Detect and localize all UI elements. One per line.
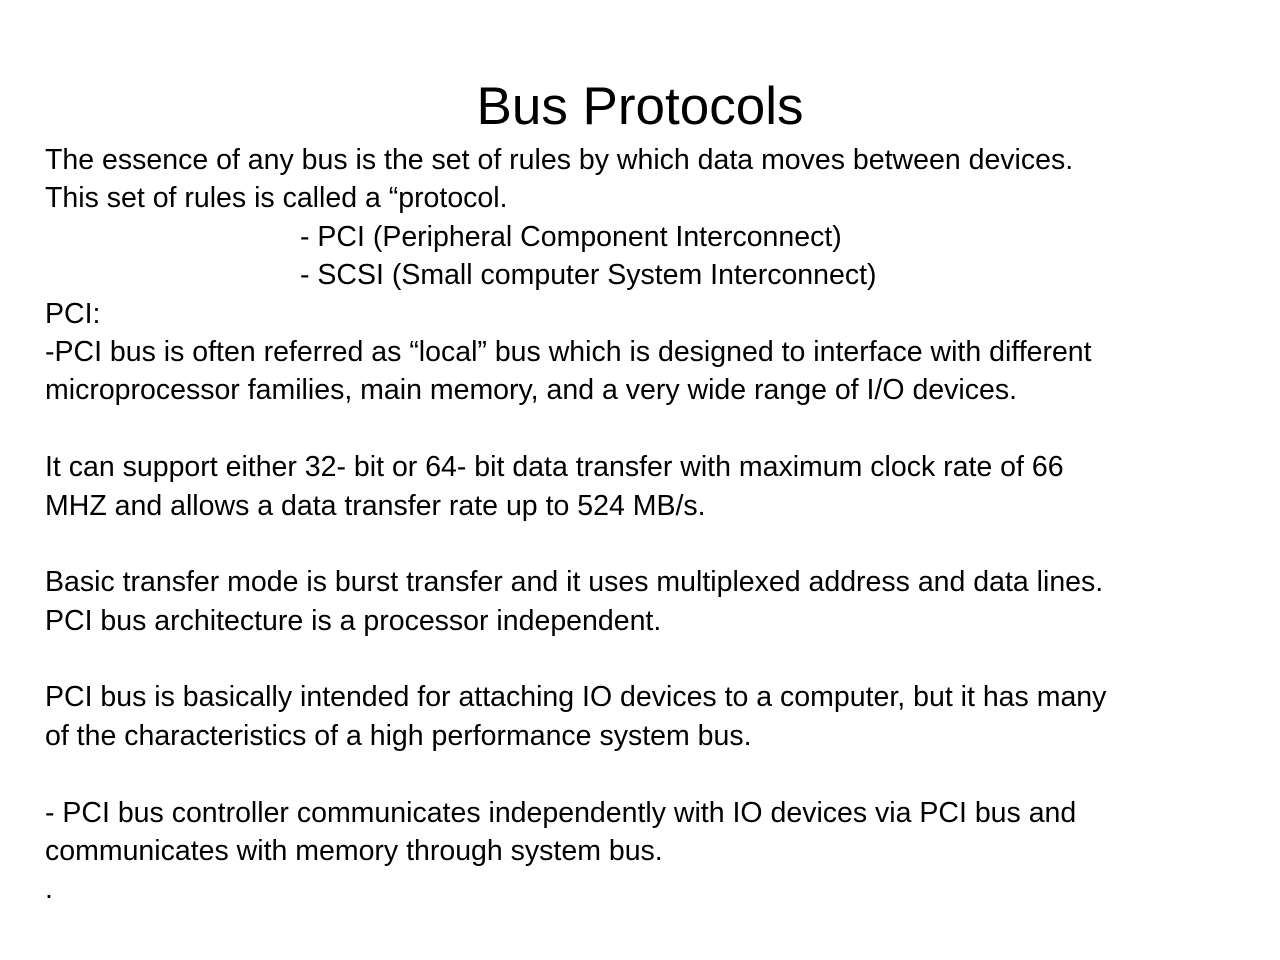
body-line: PCI bus is basically intended for attaching IO devices to a computer, but it has many xyxy=(45,681,1107,714)
body-line: Basic transfer mode is burst transfer and it uses multiplexed address and data lines. xyxy=(45,566,1104,599)
blank-line xyxy=(45,755,1270,793)
body-line: -PCI bus is often referred as “local” bus which is designed to interface with different xyxy=(45,335,1092,368)
body-line: communicates with memory through system bus. xyxy=(45,835,663,868)
blank-line xyxy=(45,410,1270,448)
body-line: of the characteristics of a high performance system bus. xyxy=(45,719,752,752)
section-heading-pci: PCI: xyxy=(45,297,101,330)
body-line: MHZ and allows a data transfer rate up to 524 MB/s. xyxy=(45,489,706,522)
body-line: microprocessor families, main memory, and a very wide range of I/O devices. xyxy=(45,374,1017,407)
body-line: The essence of any bus is the set of rules by which data moves between devices. xyxy=(45,144,1074,176)
blank-line xyxy=(45,640,1270,678)
body-line: PCI bus architecture is a processor independent. xyxy=(45,604,662,637)
body-line: - PCI bus controller communicates independently with IO devices via PCI bus and xyxy=(45,796,1077,829)
blank-line xyxy=(45,525,1270,563)
body-line: This set of rules is called a “protocol. xyxy=(45,182,508,215)
bullet-pci: - PCI (Peripheral Component Interconnect) xyxy=(300,220,842,253)
slide-body xyxy=(45,141,1270,909)
slide-title: Bus Protocols xyxy=(476,77,804,136)
trailing-dot: . xyxy=(45,873,53,906)
bullet-scsi: - SCSI (Small computer System Interconnect) xyxy=(300,259,877,292)
body-line: It can support either 32- bit or 64- bit data transfer with maximum clock rate of 66 xyxy=(45,451,1064,484)
